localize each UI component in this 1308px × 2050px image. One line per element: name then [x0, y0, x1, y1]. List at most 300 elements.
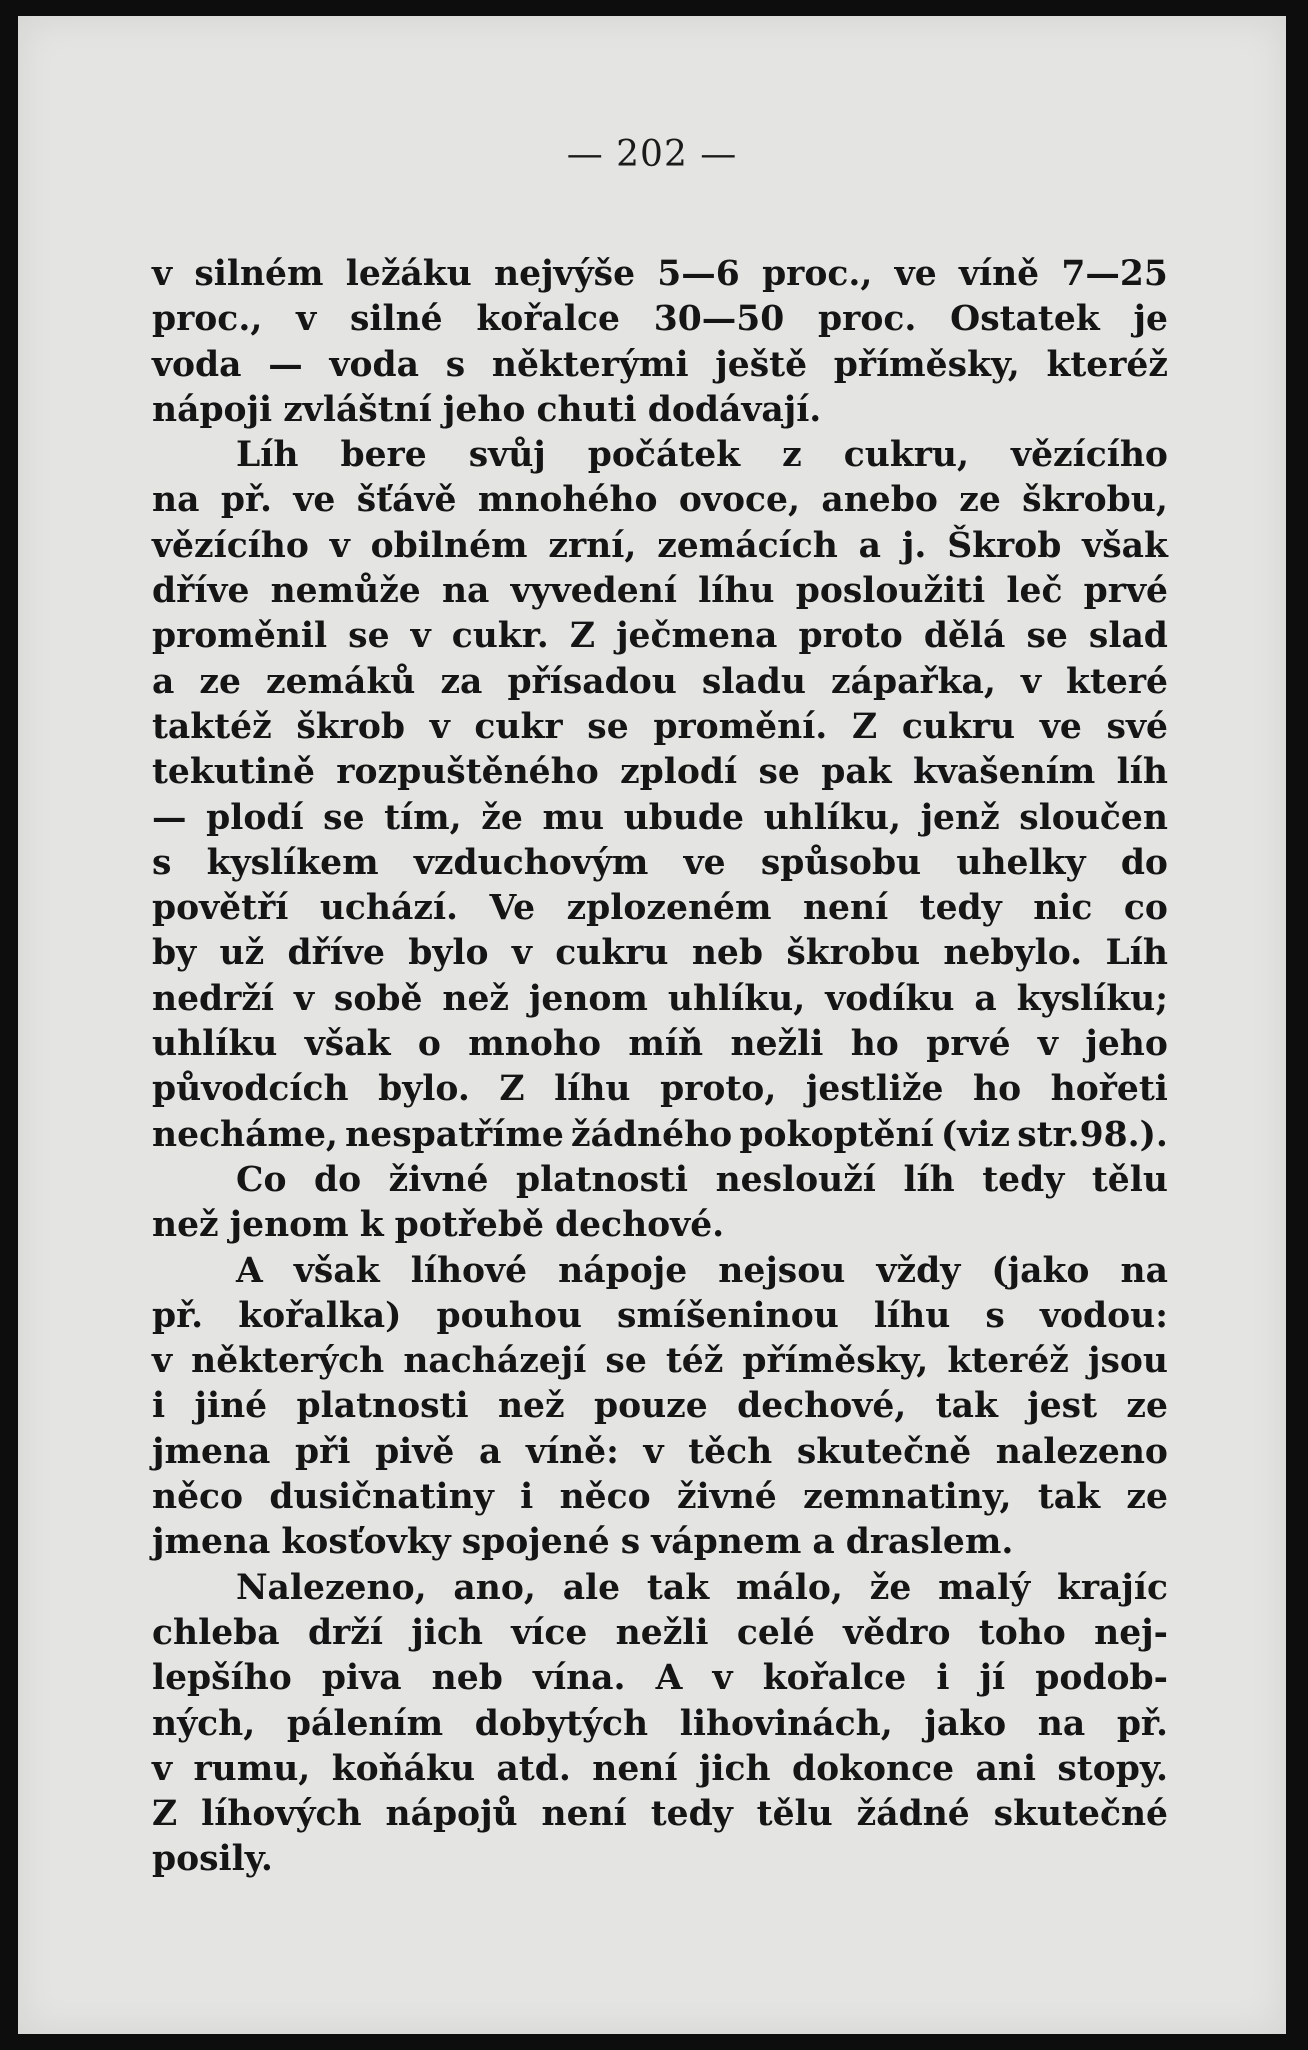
word: koňáku	[331, 1748, 476, 1789]
word: na	[1120, 1250, 1168, 1291]
word: jí	[979, 1658, 1006, 1699]
word: nedrží	[152, 978, 275, 1019]
word: že	[869, 1567, 912, 1608]
page-number: — 202 —	[566, 134, 738, 175]
word: jeho	[1085, 1024, 1168, 1065]
word: (viz	[940, 1114, 1010, 1155]
word: j.	[901, 525, 927, 566]
word: v	[712, 1658, 733, 1699]
word: bylo	[408, 933, 489, 974]
word: původcích	[152, 1069, 349, 1110]
word: s	[985, 1295, 1005, 1336]
word: v	[1020, 661, 1041, 702]
word: líhu	[698, 571, 775, 612]
word: podob-	[1035, 1658, 1168, 1699]
word: uhelky	[956, 842, 1086, 883]
text-line	[152, 1792, 1168, 1837]
word: př.	[1116, 1703, 1168, 1744]
word: však	[1082, 525, 1168, 566]
word: ječmena	[616, 616, 778, 657]
word: líhu	[873, 1295, 951, 1336]
word: neb	[431, 1658, 503, 1699]
word: v	[511, 933, 532, 974]
word: př.	[152, 1295, 204, 1336]
word: —	[152, 797, 187, 838]
word: smíšeninou	[617, 1295, 839, 1336]
word: kteréž	[947, 1341, 1069, 1382]
word: s	[445, 344, 466, 385]
word: ano,	[453, 1567, 536, 1608]
word: celé	[736, 1612, 815, 1653]
word: v	[329, 525, 350, 566]
word: ovoce,	[678, 480, 800, 521]
text-line	[152, 478, 1168, 523]
word: mu	[542, 797, 605, 838]
word: jeho	[442, 389, 526, 430]
word: pivě	[375, 1431, 455, 1472]
word: prvé	[926, 1024, 1011, 1065]
word: se	[587, 706, 629, 747]
text-line	[152, 1158, 1168, 1203]
word: dusičnatiny	[269, 1477, 494, 1518]
word: by	[152, 933, 197, 974]
word: jiné	[194, 1386, 268, 1427]
word: drží	[307, 1612, 383, 1653]
word: pouze	[593, 1386, 708, 1427]
text-line	[152, 660, 1168, 705]
word: do	[314, 1159, 362, 1200]
word: anebo	[821, 480, 938, 521]
word: ale	[562, 1567, 621, 1608]
word: povětří	[152, 888, 289, 929]
word: Z	[569, 616, 595, 657]
word: proc.	[818, 299, 917, 340]
word: vodíku	[825, 978, 955, 1019]
word: z	[782, 435, 802, 476]
word: i	[936, 1658, 950, 1699]
word: škrobu	[786, 933, 921, 974]
word: v	[293, 978, 314, 1019]
word: je	[1133, 299, 1168, 340]
word: dechové,	[737, 1386, 907, 1427]
word: stopy.	[1057, 1748, 1168, 1789]
word: co	[1123, 888, 1168, 929]
word: zplodí	[620, 752, 738, 793]
word: dělá	[923, 616, 1006, 657]
word: počátek	[587, 435, 741, 476]
word: piva	[321, 1658, 402, 1699]
word: nežli	[615, 1612, 709, 1653]
word: tak	[935, 1386, 998, 1427]
word: v	[643, 1431, 664, 1472]
word: ležáku	[345, 254, 472, 294]
text-line	[152, 614, 1168, 659]
word: tak	[646, 1567, 710, 1608]
word: víně:	[525, 1431, 619, 1472]
word: však	[293, 1250, 380, 1291]
word: se	[605, 1341, 647, 1382]
word: na	[441, 571, 490, 612]
word: se	[348, 616, 390, 657]
text-line	[152, 1520, 1168, 1565]
word: svůj	[468, 435, 546, 476]
word: zrní,	[548, 525, 637, 566]
word: plodí	[206, 797, 304, 838]
word: —	[268, 344, 303, 385]
word: ve	[293, 480, 336, 521]
word: proto	[798, 616, 903, 657]
word: dodávají.	[647, 389, 822, 430]
word: 7—25	[1061, 254, 1168, 294]
text-line	[152, 569, 1168, 614]
word: krajíc	[1056, 1567, 1168, 1608]
text-line	[152, 1611, 1168, 1656]
word: škrobu,	[1022, 480, 1168, 521]
word: víně	[958, 254, 1040, 294]
word: nejsou	[718, 1250, 846, 1291]
word: ho	[972, 1069, 1022, 1110]
word: příměsky,	[742, 1341, 929, 1382]
word: šťávě	[356, 480, 457, 521]
word: voda	[152, 344, 242, 385]
word: zemáků	[266, 661, 416, 702]
word: příměsky,	[833, 344, 1020, 385]
word: a	[152, 661, 175, 702]
word: v	[1037, 1024, 1058, 1065]
body-text	[152, 252, 1168, 1883]
word: taktéž	[152, 706, 272, 747]
word: silné	[349, 299, 443, 340]
word: jenom	[528, 978, 648, 1019]
word: přísadou	[507, 661, 677, 702]
word: ze	[1126, 1386, 1168, 1427]
text-line	[152, 1475, 1168, 1520]
word: tekutině	[152, 752, 315, 793]
word: vždy	[876, 1250, 961, 1291]
word: Líh	[236, 435, 299, 476]
word: nápoje	[558, 1250, 688, 1291]
word: ubude	[623, 797, 744, 838]
word: Co	[236, 1159, 287, 1200]
word: už	[219, 933, 265, 974]
word: vězícího	[152, 525, 309, 566]
word: A	[655, 1658, 683, 1699]
word: pak	[821, 752, 892, 793]
word: i	[520, 1477, 534, 1518]
word: sloučen	[1019, 797, 1168, 838]
word: jako	[924, 1703, 1007, 1744]
word: tím,	[384, 797, 462, 838]
word: dříve	[287, 933, 385, 974]
word: vědro	[843, 1612, 951, 1653]
word: draslem.	[845, 1522, 1014, 1563]
word: nic	[1033, 888, 1093, 929]
word: zápařka,	[831, 661, 996, 702]
word: se	[323, 797, 365, 838]
word: málo,	[735, 1567, 843, 1608]
word: žádné	[856, 1794, 970, 1835]
word: proto,	[660, 1069, 777, 1110]
word: Z	[152, 1794, 178, 1835]
word: nápoji	[152, 389, 273, 430]
word: není	[802, 888, 889, 929]
word: líhové	[410, 1250, 528, 1291]
word: něco	[559, 1477, 651, 1518]
text-line	[152, 1339, 1168, 1384]
word: tělu	[756, 1794, 833, 1835]
word: kyslíkem	[206, 842, 379, 883]
word: prvé	[1083, 571, 1168, 612]
word: některých	[191, 1341, 385, 1382]
word: spojené	[461, 1522, 610, 1563]
word: jenom	[229, 1205, 349, 1246]
word: str.98.).	[1017, 1114, 1168, 1155]
word: některými	[491, 344, 689, 385]
word: leč	[1006, 571, 1063, 612]
word: nacházejí	[403, 1341, 587, 1382]
word: silném	[194, 254, 324, 294]
word: mnoho	[468, 1024, 601, 1065]
word: sobě	[333, 978, 423, 1019]
word: s	[620, 1522, 641, 1563]
word: neb	[691, 933, 763, 974]
word: pokoptění	[739, 1114, 934, 1155]
word: nemůže	[270, 571, 421, 612]
word: není	[592, 1748, 678, 1789]
word: zemnatiny,	[803, 1477, 1012, 1518]
word: své	[1106, 706, 1168, 747]
word: skutečně	[796, 1431, 972, 1472]
text-line	[152, 1022, 1168, 1067]
word: posily.	[152, 1839, 273, 1880]
word: živné	[388, 1159, 489, 1200]
word: jmena	[152, 1522, 271, 1563]
word: hořeti	[1050, 1069, 1168, 1110]
text-line	[152, 1067, 1168, 1112]
text-line	[152, 297, 1168, 342]
word: kteréž	[1046, 344, 1168, 385]
word: vzduchovým	[413, 842, 649, 883]
word: potřebě	[394, 1205, 544, 1246]
word: než	[152, 1205, 219, 1246]
word: proc.,	[762, 254, 873, 294]
word: rozpuštěného	[336, 752, 599, 793]
word: škrob	[296, 706, 405, 747]
word: slad	[1088, 616, 1168, 657]
word: dobytých	[474, 1703, 649, 1744]
word: při	[295, 1431, 351, 1472]
word: vodou:	[1039, 1295, 1168, 1336]
word: vína.	[532, 1658, 626, 1699]
word: v	[429, 706, 450, 747]
word: ve	[1039, 706, 1082, 747]
text-line	[152, 1656, 1168, 1701]
word: kořalce	[762, 1658, 907, 1699]
word: dokonce	[791, 1748, 955, 1789]
word: rumu,	[193, 1748, 311, 1789]
word: ho	[850, 1024, 899, 1065]
word: chuti	[536, 389, 637, 430]
word: jestliže	[805, 1069, 944, 1110]
text-line	[152, 1113, 1168, 1158]
word: Ostatek	[950, 299, 1100, 340]
word: Ve	[489, 888, 536, 929]
word: uhlíku,	[667, 978, 806, 1019]
word: tedy	[982, 1159, 1065, 1200]
word: ještě	[715, 344, 808, 385]
word: líhu	[554, 1069, 631, 1110]
word: ze	[1126, 1477, 1168, 1518]
word: voda	[329, 344, 420, 385]
word: než	[497, 1386, 565, 1427]
word: něco	[152, 1477, 244, 1518]
word: uchází.	[319, 888, 459, 929]
word: živné	[676, 1477, 777, 1518]
word: atd.	[496, 1748, 571, 1789]
word: nespatříme	[345, 1114, 564, 1155]
word: jmena	[152, 1431, 271, 1472]
word: líh	[1116, 752, 1168, 793]
word: které	[1066, 661, 1168, 702]
word: jich	[698, 1748, 771, 1789]
text-line	[152, 1702, 1168, 1747]
word: žádného	[571, 1114, 733, 1155]
word: a	[858, 525, 881, 566]
word: o	[417, 1024, 441, 1065]
word: neslouží	[715, 1159, 876, 1200]
text-line	[152, 388, 1168, 433]
word: a	[478, 1431, 502, 1472]
word: toho	[978, 1612, 1066, 1653]
word: kořalka)	[238, 1295, 402, 1336]
word: spůsobu	[760, 842, 922, 883]
word: sladu	[701, 661, 806, 702]
word: Líh	[1105, 933, 1168, 974]
word: uhlíku,	[763, 797, 901, 838]
word: se	[758, 752, 800, 793]
text-line	[152, 977, 1168, 1022]
word: v	[152, 1748, 173, 1789]
text-line	[152, 750, 1168, 795]
text-line	[152, 841, 1168, 886]
word: A	[236, 1250, 263, 1291]
word: vězícího	[1011, 435, 1168, 476]
word: ze	[959, 480, 1001, 521]
word: př.	[220, 480, 272, 521]
word: nežli	[730, 1024, 824, 1065]
word: na	[152, 480, 200, 521]
word: (jako	[991, 1250, 1090, 1291]
text-line	[152, 1294, 1168, 1339]
word: dříve	[152, 571, 250, 612]
word: na	[1037, 1703, 1086, 1744]
word: nápojů	[385, 1794, 518, 1835]
word: cukru	[555, 933, 669, 974]
text-line	[152, 1384, 1168, 1429]
word: 5—6	[657, 254, 740, 294]
text-line	[152, 1747, 1168, 1792]
word: dechové.	[554, 1205, 725, 1246]
word: bere	[340, 435, 427, 476]
word: nalezeno	[995, 1431, 1168, 1472]
word: též	[665, 1341, 724, 1382]
word: cukru	[901, 706, 1016, 747]
word: chleba	[152, 1612, 280, 1653]
word: nej-	[1094, 1612, 1168, 1653]
text-line	[152, 1566, 1168, 1611]
word: uhlíku	[152, 1024, 278, 1065]
word: jsou	[1087, 1341, 1168, 1382]
word: že	[481, 797, 523, 838]
word: cukru,	[843, 435, 970, 476]
word: cukr	[474, 706, 563, 747]
word: kořalce	[476, 299, 620, 340]
word: tak	[1037, 1477, 1101, 1518]
word: zemácích	[657, 525, 838, 566]
book-page	[18, 16, 1286, 2034]
text-line	[152, 931, 1168, 976]
text-line	[152, 1203, 1168, 1248]
word: ve	[683, 842, 726, 883]
word: není	[541, 1794, 627, 1835]
word: ve	[894, 254, 937, 294]
word: líhových	[201, 1794, 362, 1835]
word: ze	[199, 661, 241, 702]
word: obilném	[370, 525, 528, 566]
word: tělu	[1091, 1159, 1168, 1200]
word: tedy	[919, 888, 1002, 929]
word: vápnem	[651, 1522, 802, 1563]
word: do	[1120, 842, 1168, 883]
word: proc.,	[152, 299, 263, 340]
word: a	[812, 1522, 835, 1563]
word: Škrob	[947, 525, 1062, 566]
word: ných,	[152, 1703, 256, 1744]
word: proměnil	[152, 616, 328, 657]
word: jich	[411, 1612, 483, 1653]
word: ani	[975, 1748, 1036, 1789]
word: kosťovky	[281, 1522, 451, 1563]
text-line	[152, 252, 1168, 297]
word: kyslíku;	[1016, 978, 1168, 1019]
word: Z	[499, 1069, 525, 1110]
text-line	[152, 705, 1168, 750]
word: těch	[688, 1431, 773, 1472]
word: za	[440, 661, 483, 702]
word: posloužiti	[795, 571, 986, 612]
word: s	[152, 842, 172, 883]
word: kvašením	[912, 752, 1096, 793]
word: míň	[628, 1024, 704, 1065]
text-line	[152, 1837, 1168, 1882]
word: se	[1026, 616, 1068, 657]
word: Nalezeno,	[236, 1567, 427, 1608]
word: platnosti	[296, 1386, 469, 1427]
word: v	[152, 1341, 173, 1382]
word: malý	[938, 1567, 1031, 1608]
word: platnosti	[515, 1159, 689, 1200]
word: v	[152, 254, 173, 294]
word: vyvedení	[510, 571, 677, 612]
text-line	[152, 343, 1168, 388]
text-line	[152, 1249, 1168, 1294]
word: k	[359, 1205, 384, 1246]
word: však	[304, 1024, 391, 1065]
word: lepšího	[152, 1658, 292, 1699]
word: lihovinách,	[679, 1703, 893, 1744]
text-line	[152, 433, 1168, 478]
word: necháme,	[152, 1114, 338, 1155]
